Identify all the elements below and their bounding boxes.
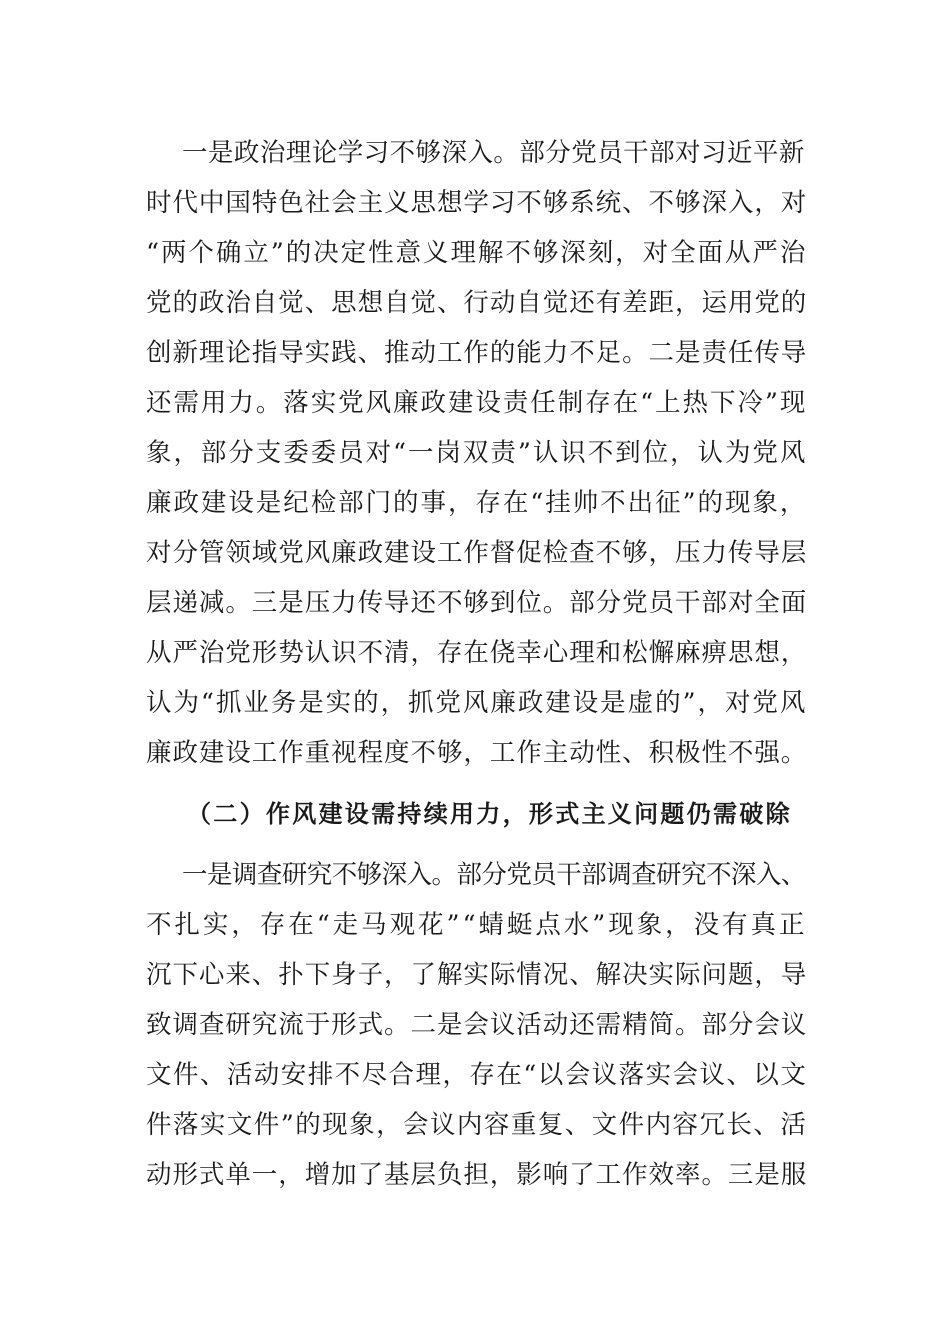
text-line: “两个确立”的决定性意义理解不够深刻，对全面从严治 bbox=[146, 238, 808, 268]
text-line: 沉下心来、扑下身子，了解实际情况、解决实际问题，导 bbox=[146, 960, 808, 990]
text-line: 层递减。三是压力传导还不够到位。部分党员干部对全面 bbox=[146, 588, 808, 618]
text-line: 件落实文件”的现象，会议内容重复、文件内容冗长、活 bbox=[146, 1110, 808, 1140]
text-line: 一是政治理论学习不够深入。部分党员干部对习近平新 bbox=[182, 138, 805, 168]
text-line: 时代中国特色社会主义思想学习不够系统、不够深入，对 bbox=[146, 188, 808, 218]
text-line: 一是调查研究不够深入。部分党员干部调查研究不深入、 bbox=[182, 860, 806, 890]
text-line: 对分管领域党风廉政建设工作督促检查不够，压力传导层 bbox=[146, 538, 808, 568]
text-line: 文件、活动安排不尽合理，存在“以会议落实会议、以文 bbox=[146, 1060, 808, 1090]
text-line: 廉政建设工作重视程度不够，工作主动性、积极性不强。 bbox=[146, 738, 808, 768]
text-line: 认为“抓业务是实的，抓党风廉政建设是虚的”，对党风 bbox=[146, 688, 808, 718]
text-line: 创新理论指导实践、推动工作的能力不足。二是责任传导 bbox=[146, 338, 808, 368]
text-line: 从严治党形势认识不清，存在侥幸心理和松懈麻痹思想， bbox=[146, 638, 808, 668]
text-line: 不扎实，存在“走马观花”“蜻蜓点水”现象，没有真正 bbox=[146, 910, 808, 940]
section-heading: （二）作风建设需持续用力，形式主义问题仍需破除 bbox=[187, 799, 792, 828]
text-line: 党的政治自觉、思想自觉、行动自觉还有差距，运用党的 bbox=[146, 288, 808, 318]
text-line: 象，部分支委委员对“一岗双责”认识不到位，认为党风 bbox=[146, 438, 808, 468]
text-line: 动形式单一，增加了基层负担，影响了工作效率。三是服 bbox=[146, 1160, 808, 1190]
text-line: 还需用力。落实党风廉政建设责任制存在“上热下冷”现 bbox=[146, 388, 808, 418]
text-line: 廉政建设是纪检部门的事，存在“挂帅不出征”的现象， bbox=[146, 488, 808, 518]
text-line: 致调查研究流于形式。二是会议活动还需精简。部分会议 bbox=[146, 1010, 808, 1040]
